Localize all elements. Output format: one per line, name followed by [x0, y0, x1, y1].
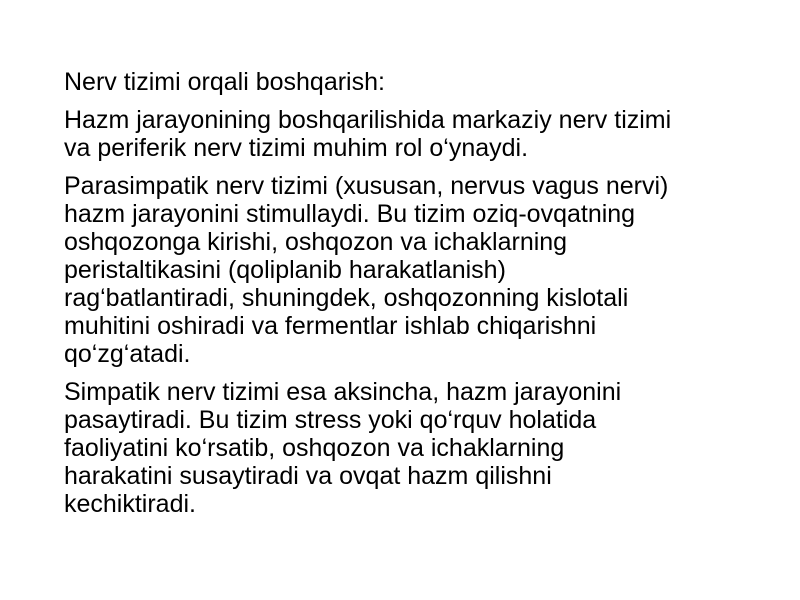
slide-heading: Nerv tizimi orqali boshqarish: [64, 68, 385, 96]
paragraph-nervous-system-role: Hazm jarayonining boshqarilishida markaziy nerv tizimi va periferik nerv tizimi muhim rol o‘ynaydi. [64, 106, 672, 162]
slide-text-body [64, 68, 754, 528]
paragraph-parasympathetic: Parasimpatik nerv tizimi (xususan, nervus vagus nervi) hazm jarayonini stimullaydi. Bu tizim oziq-ovqatning oshqozonga kirishi, oshqozon va ichaklarning peristaltikasini (qoliplanib harakatlanish) rag‘batlantiradi, shuningdek, oshqozonning kislotali muhitini oshiradi va fermentlar ishlab chiqarishni qo‘zg‘atadi. [64, 172, 669, 368]
paragraph-sympathetic: Simpatik nerv tizimi esa aksincha, hazm jarayonini pasaytiradi. Bu tizim stress yoki qo‘rquv holatida faoliyatini ko‘rsatib, oshqozon va ichaklarning harakatini susaytiradi va ovqat hazm qilishni kechiktiradi. [64, 378, 622, 518]
